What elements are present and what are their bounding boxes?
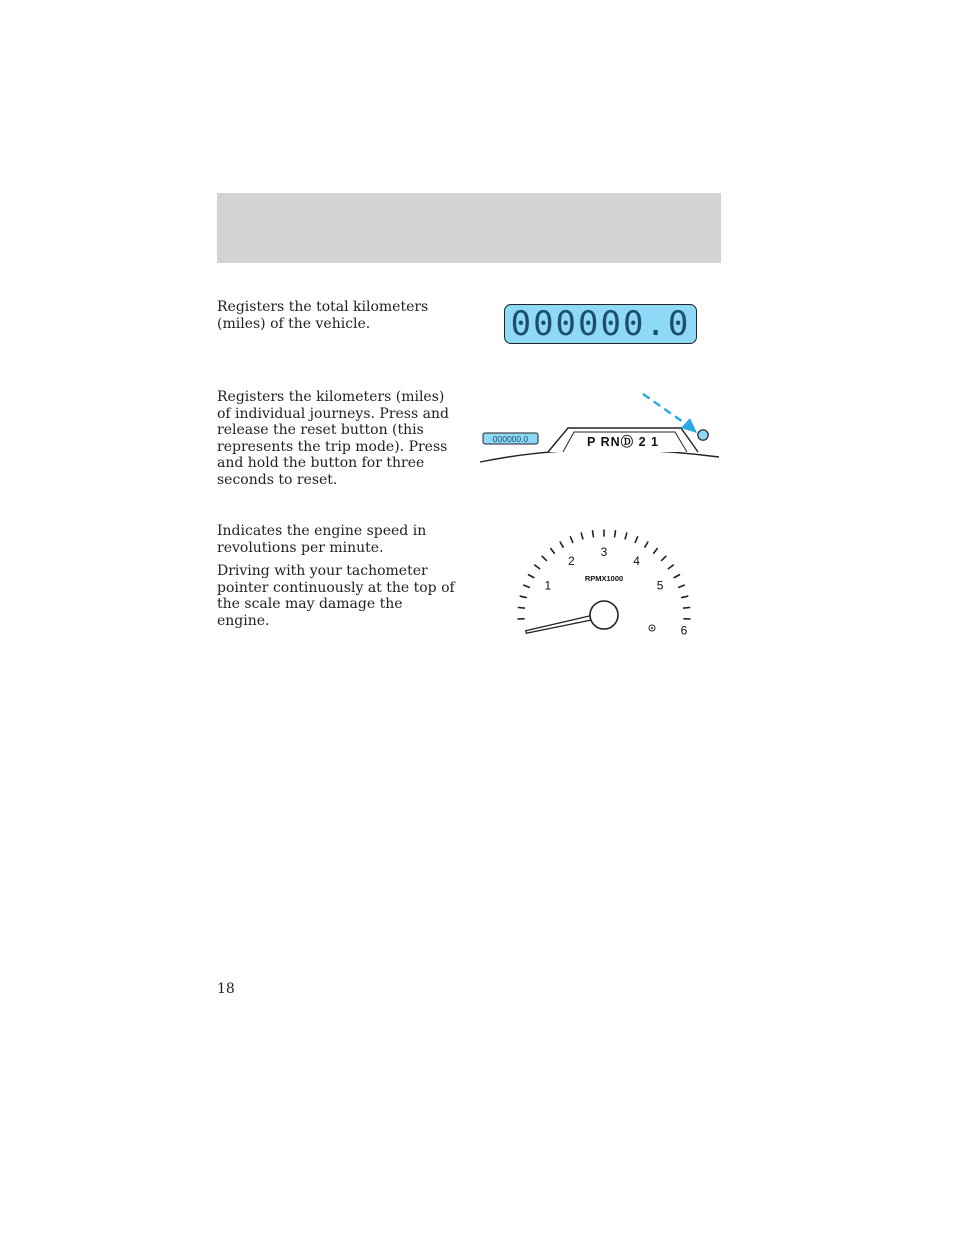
tachometer-tick — [668, 565, 673, 569]
odometer-description: Registers the total kilometers (miles) of the vehicle. — [217, 299, 429, 332]
tachometer-tick — [551, 549, 555, 554]
trip-odometer-illustration — [478, 388, 724, 468]
odometer-digits: 000000.0 — [510, 304, 691, 344]
tachometer-tick — [560, 542, 563, 547]
tachometer-pointer-hub — [590, 601, 618, 629]
tachometer-tick — [581, 533, 583, 539]
tachometer-tick — [679, 585, 685, 587]
tachometer-tick — [635, 537, 637, 543]
tachometer-scale-label: 6 — [680, 623, 688, 638]
tachometer-pointer — [526, 616, 591, 633]
tachometer-tick — [520, 596, 526, 597]
trip-odometer-description: Registers the kilometers (miles) of individual journeys. Press and release the reset button (this represents the trip mode). Press and hold the button for three seconds to reset. — [217, 389, 449, 488]
tachometer-tick — [625, 533, 627, 539]
tachometer-warning: Driving with your tachometer pointer continuously at the top of the scale may damage the engine. — [217, 563, 455, 629]
tachometer-tick — [645, 542, 648, 547]
tachometer-tick — [535, 565, 540, 569]
trip-odometer-display — [483, 433, 538, 444]
gear-indicator — [548, 428, 698, 452]
tachometer-tick — [518, 608, 524, 609]
tachometer-scale-label: 4 — [633, 553, 640, 568]
tachometer-tick — [615, 531, 616, 537]
prndl-label: P RNⒹ 2 1 — [587, 435, 659, 449]
tachometer-scale-label: 5 — [656, 578, 664, 593]
odometer-display — [504, 304, 697, 344]
tachometer-tick — [570, 537, 572, 543]
tachometer-tick — [682, 596, 688, 597]
arrow-icon — [643, 394, 697, 433]
warning-symbol-icon — [649, 625, 655, 631]
tachometer-scale-label: 3 — [600, 545, 608, 559]
tachometer-tick — [662, 556, 666, 560]
tachometer-tick — [524, 585, 530, 587]
tachometer-scale-label: 1 — [544, 578, 552, 593]
tachometer-gauge — [516, 520, 696, 645]
header-band — [217, 193, 721, 263]
tachometer-tick — [654, 549, 658, 554]
trip-odometer-digits: 000000.0 — [492, 433, 529, 444]
tachometer-unit-label: RPMX1000 — [584, 574, 624, 583]
tachometer-description: Indicates the engine speed in revolutions per minute. — [217, 523, 427, 556]
tachometer-tick — [593, 531, 594, 537]
tachometer-tick — [529, 575, 534, 578]
page-number: 18 — [217, 981, 235, 997]
reset-button[interactable] — [698, 430, 708, 440]
tachometer-tick — [674, 575, 679, 578]
tachometer-tick — [684, 608, 690, 609]
tachometer-tick — [542, 556, 546, 560]
tachometer-needle — [526, 601, 618, 633]
tachometer-scale-label: 2 — [568, 553, 575, 568]
